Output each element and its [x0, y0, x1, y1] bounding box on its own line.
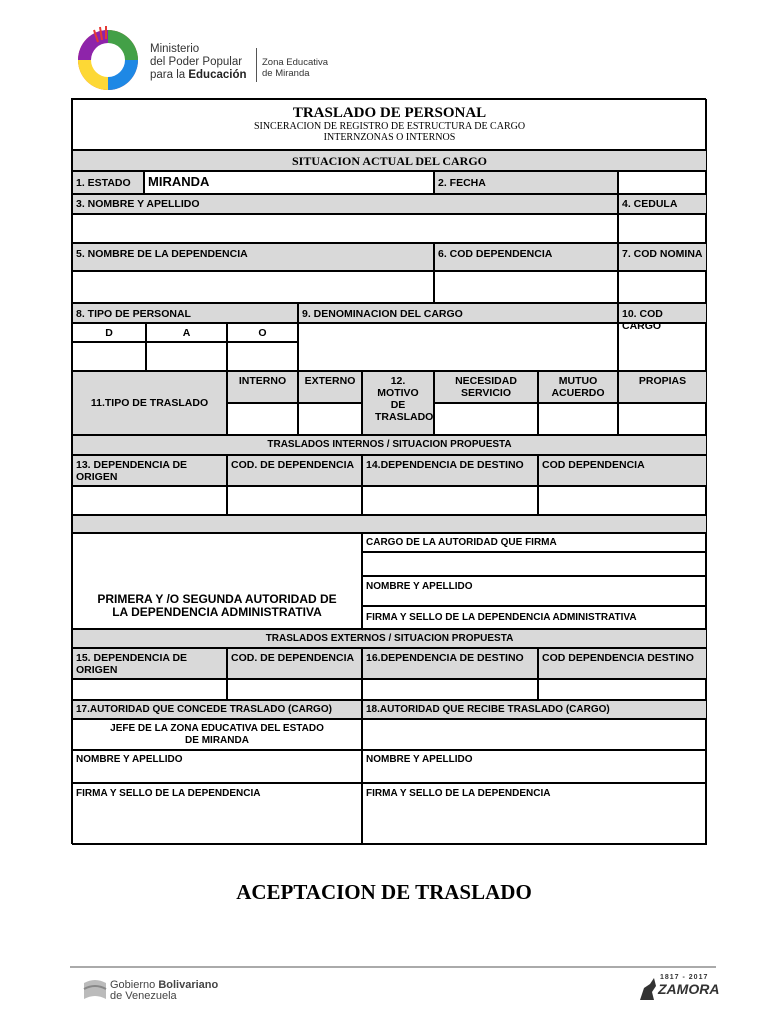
cod-dep-destino-field[interactable]	[538, 679, 707, 700]
label-o: O	[227, 323, 298, 342]
label-d: D	[72, 323, 146, 342]
label-dep-destino-14: 14.DEPENDENCIA DE DESTINO	[362, 455, 538, 486]
ministry-logo	[72, 24, 344, 94]
label-interno: INTERNO	[227, 371, 298, 403]
label-tipo-personal: 8. TIPO DE PERSONAL	[72, 303, 298, 323]
label-nombre-autoridad: NOMBRE Y APELLIDO	[362, 576, 707, 606]
mutuo-checkbox[interactable]	[538, 403, 618, 435]
label-tipo-traslado: 11.TIPO DE TRASLADO	[72, 371, 227, 435]
label-externo: EXTERNO	[298, 371, 362, 403]
label-a: A	[146, 323, 227, 342]
dependencia-field[interactable]	[72, 271, 434, 303]
ministry-emblem-icon	[72, 24, 144, 94]
label-motivo: 12. MOTIVO DE TRASLADO	[362, 371, 434, 435]
dep-destino-16-field[interactable]	[362, 679, 538, 700]
logo-divider	[256, 48, 257, 82]
label-dep-origen-13: 13. DEPENDENCIA DE ORIGEN	[72, 455, 227, 486]
section-internal: TRASLADOS INTERNOS / SITUACION PROPUESTA	[72, 435, 707, 455]
denominacion-field[interactable]	[298, 323, 618, 371]
cod-dep-14-field[interactable]	[538, 486, 707, 515]
label-cod-dep-15: COD. DE DEPENDENCIA	[227, 648, 362, 679]
label-firma-concede: FIRMA Y SELLO DE LA DEPENDENCIA	[72, 783, 362, 845]
autoridad-recibe-field[interactable]	[362, 719, 707, 750]
label-nombre-concede: NOMBRE Y APELLIDO	[72, 750, 362, 783]
venezuela-flag-icon	[82, 977, 108, 1003]
label-denominacion: 9. DENOMINACION DEL CARGO	[298, 303, 618, 323]
dep-origen-15-field[interactable]	[72, 679, 227, 700]
label-propias: PROPIAS	[618, 371, 707, 403]
label-dependencia: 5. NOMBRE DE LA DEPENDENCIA	[72, 243, 434, 271]
label-cargo-autoridad: CARGO DE LA AUTORIDAD QUE FIRMA	[362, 533, 707, 552]
fecha-field[interactable]	[618, 171, 707, 194]
dep-destino-14-field[interactable]	[362, 486, 538, 515]
label-cod-cargo: 10. COD CARGO	[618, 303, 707, 323]
necesidad-checkbox[interactable]	[434, 403, 538, 435]
gobierno-logo: Gobierno Bolivariano de Venezuela	[82, 975, 232, 1005]
label-necesidad: NECESIDAD SERVICIO	[434, 371, 538, 403]
label-cedula: 4. CEDULA	[618, 194, 707, 214]
zamora-years: 1817 - 2017	[660, 974, 709, 981]
label-autoridad-recibe: 18.AUTORIDAD QUE RECIBE TRASLADO (CARGO)	[362, 700, 707, 719]
cod-dependencia-field[interactable]	[434, 271, 618, 303]
cedula-field[interactable]	[618, 214, 707, 243]
form-title: TRASLADO DE PERSONAL SINCERACION DE REGISTRO DE ESTRUCTURA DE CARGO INTERNZONAS O INTERNOS	[72, 99, 707, 150]
label-firma-recibe: FIRMA Y SELLO DE LA DEPENDENCIA	[362, 783, 707, 845]
cod-dep-13-field[interactable]	[227, 486, 362, 515]
label-dep-destino-16: 16.DEPENDENCIA DE DESTINO	[362, 648, 538, 679]
section-current: SITUACION ACTUAL DEL CARGO	[72, 150, 707, 171]
zamora-name: ZAMORA	[658, 981, 720, 997]
ministry-name: Ministerio del Poder Popular para la Educación	[150, 43, 247, 81]
label-cod-dependencia: 6. COD DEPENDENCIA	[434, 243, 618, 271]
label-primera-autoridad: PRIMERA Y /O SEGUNDA AUTORIDAD DE LA DEPENDENCIA ADMINISTRATIVA	[72, 533, 362, 629]
nombre-field[interactable]	[72, 214, 618, 243]
label-nombre: 3. NOMBRE Y APELLIDO	[72, 194, 618, 214]
propias-checkbox[interactable]	[618, 403, 707, 435]
spacer-row	[72, 515, 707, 533]
dep-origen-13-field[interactable]	[72, 486, 227, 515]
label-mutuo: MUTUO ACUERDO	[538, 371, 618, 403]
zamora-logo	[636, 972, 720, 1006]
jefe-zona-text: JEFE DE LA ZONA EDUCATIVA DEL ESTADO DE MIRANDA	[72, 719, 362, 750]
label-cod-nomina: 7. COD NOMINA	[618, 243, 707, 271]
o-field[interactable]	[227, 342, 298, 371]
cod-nomina-field[interactable]	[618, 271, 707, 303]
estado-value[interactable]: MIRANDA	[144, 171, 434, 194]
label-firma-sello-adm: FIRMA Y SELLO DE LA DEPENDENCIA ADMINISTRATIVA	[362, 606, 707, 629]
label-autoridad-concede: 17.AUTORIDAD QUE CONCEDE TRASLADO (CARGO)	[72, 700, 362, 719]
label-dep-origen-15: 15. DEPENDENCIA DE ORIGEN	[72, 648, 227, 679]
label-estado: 1. ESTADO	[72, 171, 144, 194]
zone-name: Zona Educativa de Miranda	[262, 57, 329, 79]
cod-cargo-field[interactable]	[618, 323, 707, 371]
cod-dep-15-field[interactable]	[227, 679, 362, 700]
d-field[interactable]	[72, 342, 146, 371]
interno-checkbox[interactable]	[227, 403, 298, 435]
label-nombre-recibe: NOMBRE Y APELLIDO	[362, 750, 707, 783]
label-cod-dep-destino: COD DEPENDENCIA DESTINO	[538, 648, 707, 679]
cargo-autoridad-field[interactable]	[362, 552, 707, 576]
label-cod-dep-14: COD DEPENDENCIA	[538, 455, 707, 486]
label-cod-dep-13: COD. DE DEPENDENCIA	[227, 455, 362, 486]
transfer-form	[71, 98, 706, 844]
zamora-horseman-icon	[636, 974, 658, 1004]
label-fecha: 2. FECHA	[434, 171, 618, 194]
section-external: TRASLADOS EXTERNOS / SITUACION PROPUESTA	[72, 629, 707, 648]
a-field[interactable]	[146, 342, 227, 371]
externo-checkbox[interactable]	[298, 403, 362, 435]
footer-divider	[70, 966, 716, 968]
acceptance-title: ACEPTACION DE TRASLADO	[236, 880, 532, 904]
